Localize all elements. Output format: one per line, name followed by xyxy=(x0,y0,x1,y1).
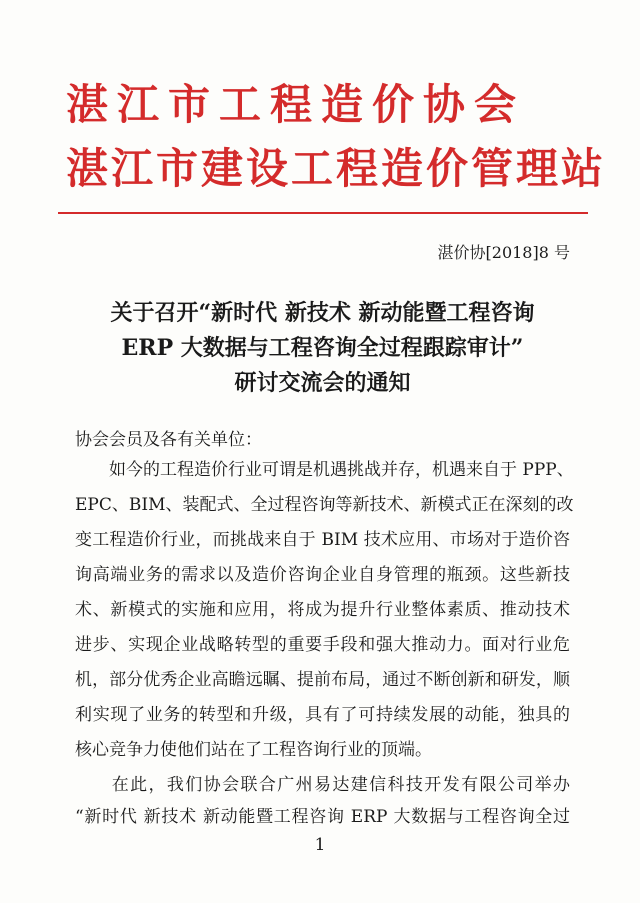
page-number: 1 xyxy=(314,835,326,855)
body-line: 询高端业务的需求以及造价咨询企业自身管理的瓶颈。这些新技 xyxy=(75,565,570,585)
body-line: 变工程造价行业，而挑战来自于 BIM 技术应用、市场对于造价咨 xyxy=(75,530,570,550)
notice-title-line-1: 关于召开“新时代 新技术 新动能暨工程咨询 xyxy=(110,300,535,326)
body-line: 机，部分优秀企业高瞻远瞩、提前布局，通过不断创新和研发，顺 xyxy=(75,670,570,690)
body-line: “新时代 新技术 新动能暨工程咨询 ERP 大数据与工程咨询全过 xyxy=(75,807,570,827)
document-number: 湛价协[2018]8 号 xyxy=(437,243,570,262)
body-line: 术、新模式的实施和应用，将成为提升行业整体素质、推动技术 xyxy=(75,600,570,620)
header-org-name-1: 湛江市工程造价协会 xyxy=(66,80,526,129)
body-line: EPC、BIM、装配式、全过程咨询等新技术、新模式正在深刻的改 xyxy=(75,495,574,515)
salutation: 协会会员及各有关单位： xyxy=(75,430,262,450)
body-line: 在此，我们协会联合广州易达建信科技开发有限公司举办 xyxy=(75,775,570,795)
header-org-name-2: 湛江市建设工程造价管理站 xyxy=(66,144,607,193)
body-line: 利实现了业务的转型和升级，具有了可持续发展的动能，独具的 xyxy=(75,705,570,725)
body-line: 如今的工程造价行业可谓是机遇挑战并存，机遇来自于 PPP、 xyxy=(75,460,574,480)
body-line: 进步、实现企业战略转型的重要手段和强大推动力。面对行业危 xyxy=(75,635,570,655)
body-line: 核心竞争力使他们站在了工程咨询行业的顶端。 xyxy=(75,740,432,760)
header-red-rule xyxy=(58,212,588,214)
notice-title-line-3: 研讨交流会的通知 xyxy=(234,370,411,396)
notice-title-line-2: ERP 大数据与工程咨询全过程跟踪审计” xyxy=(121,335,524,361)
